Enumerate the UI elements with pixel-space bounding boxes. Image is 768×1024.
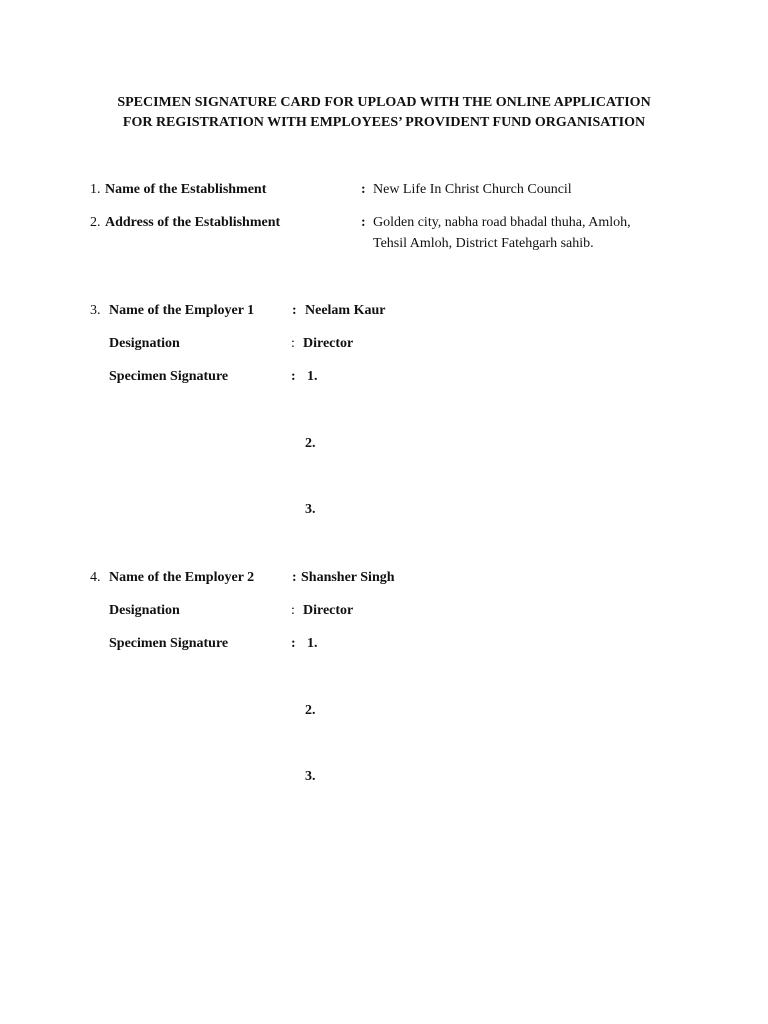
establishment-name-number: 1. <box>90 182 101 197</box>
employer-1-designation-colon: : <box>291 336 295 351</box>
employer-1-name-colon: : <box>292 303 297 318</box>
employer-2-signature-slot-2: 2. <box>305 703 316 718</box>
employer-1-signature-slot-1: 1. <box>307 369 318 384</box>
employer-2-designation-label: Designation <box>109 603 180 618</box>
employer-1-name-label: Name of the Employer 1 <box>109 303 255 318</box>
employer-1-signature-slot-3: 3. <box>305 502 316 517</box>
employer-1-signature-label: Specimen Signature <box>109 369 229 384</box>
document-title-line-1: SPECIMEN SIGNATURE CARD FOR UPLOAD WITH THE ONLINE APPLICATION <box>117 95 651 110</box>
employer-2-number: 4. <box>90 570 101 585</box>
employer-2-signature-colon: : <box>291 636 296 651</box>
establishment-address-value-line-1: Golden city, nabha road bhadal thuha, Amloh, <box>373 215 631 230</box>
employer-1-designation-value: Director <box>303 336 354 351</box>
establishment-address-number: 2. <box>90 215 101 230</box>
document-title-line-2: FOR REGISTRATION WITH EMPLOYEES’ PROVIDENT FUND ORGANISATION <box>122 115 646 130</box>
employer-2-name-colon: : <box>292 570 297 585</box>
employer-1-name-value: Neelam Kaur <box>305 303 386 318</box>
establishment-address-colon: : <box>361 215 366 230</box>
employer-2-name-label: Name of the Employer 2 <box>109 570 255 585</box>
employer-1-number: 3. <box>90 303 101 318</box>
establishment-address-label: Address of the Establishment <box>105 215 281 230</box>
establishment-name-label: Name of the Establishment <box>105 182 267 197</box>
establishment-address-value-line-2: Tehsil Amloh, District Fatehgarh sahib. <box>373 236 594 251</box>
employer-2-signature-label: Specimen Signature <box>109 636 229 651</box>
employer-1-signature-colon: : <box>291 369 296 384</box>
employer-1-signature-slot-2: 2. <box>305 436 316 451</box>
employer-1-designation-label: Designation <box>109 336 180 351</box>
employer-2-designation-value: Director <box>303 603 354 618</box>
establishment-name-value: New Life In Christ Church Council <box>373 182 572 197</box>
employer-2-signature-slot-3: 3. <box>305 769 316 784</box>
employer-2-name-value: Shansher Singh <box>301 570 395 585</box>
employer-2-signature-slot-1: 1. <box>307 636 318 651</box>
employer-2-designation-colon: : <box>291 603 295 618</box>
establishment-name-colon: : <box>361 182 366 197</box>
